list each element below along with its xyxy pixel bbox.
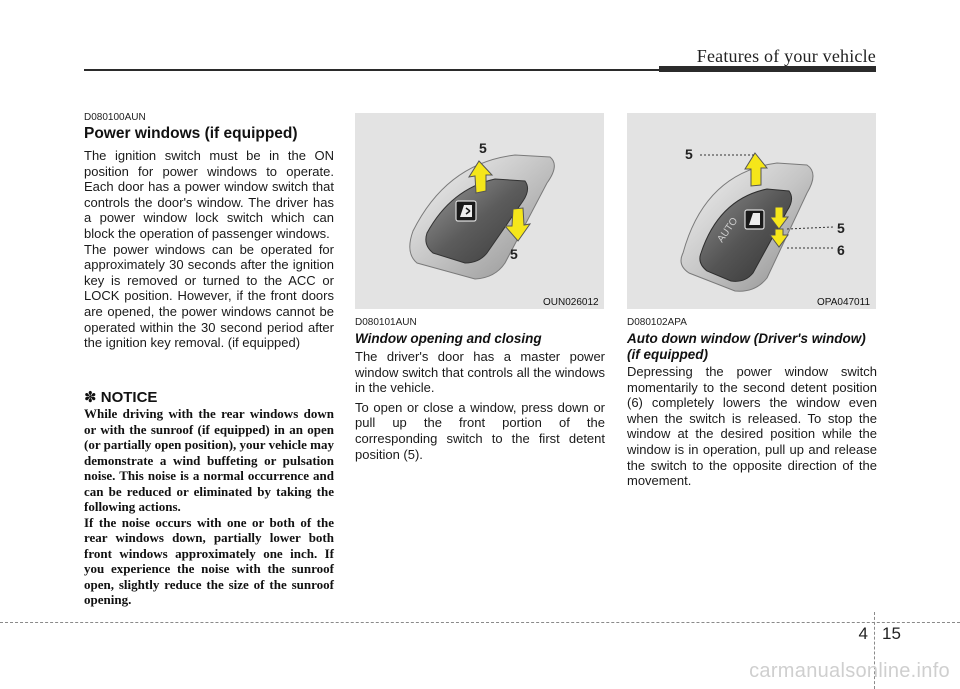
- section-code: D080102APA: [627, 317, 687, 328]
- figure-caption: OPA047011: [817, 297, 871, 308]
- notice-heading: [84, 388, 157, 406]
- header-bar: [659, 66, 876, 72]
- body-text: [84, 148, 334, 351]
- label-down: 5: [510, 246, 518, 262]
- header-rule: [84, 69, 661, 71]
- label-up: 5: [685, 146, 693, 162]
- paragraph: The ignition switch must be in the ON position for power windows to operate. Each door has a power window switch that controls the door's window. The driver has a power window lock switch which can block the operation of passenger windows.: [84, 148, 334, 241]
- section-heading: [627, 331, 879, 363]
- section-title: Features of your vehicle: [696, 46, 876, 66]
- section-code: D080100AUN: [84, 112, 146, 123]
- label-down-second: 6: [837, 242, 845, 258]
- paragraph: The power windows can be operated for approximately 30 seconds after the ignition key is removed or turned to the ACC or LOCK position. However, if the front doors are opened, the power windows cannot be operated within the 30 second period after the ignition key removal. (if equipped): [84, 241, 334, 351]
- label-up: 5: [479, 140, 487, 156]
- auto-switch-illustration: [627, 113, 876, 309]
- footer-rule: [0, 622, 960, 623]
- switch-illustration: [355, 113, 604, 309]
- auto-switch-figure: [627, 113, 876, 309]
- section-heading: Window opening and closing: [355, 331, 542, 346]
- paragraph: The driver's door has a master power window switch that controls all the windows in the vehicle.: [355, 349, 605, 396]
- page-number: 15: [882, 624, 901, 643]
- notice-paragraph: While driving with the rear windows down or with the sunroof (if equipped) in an open (or partially open position), your vehicle may demonstrate a wind buffeting or pulsation noise. This noise is a normal occurrence and can be reduced or eliminated by taking the following actions.: [84, 406, 334, 514]
- body-text: [355, 349, 605, 462]
- section-code: D080101AUN: [355, 317, 417, 328]
- auto-label: AUTO: [715, 215, 741, 245]
- heading-line: Auto down window (Driver's window): [627, 331, 866, 346]
- notice-title: ✽ NOTICE: [84, 389, 158, 406]
- chapter-number: 4: [858, 624, 868, 643]
- notice-paragraph: If the noise occurs with one or both of the rear windows down, partially lower both front windows approximately one inch. If you experience the noise with the sunroof open, slightly reduce the size of the sunroof opening.: [84, 514, 334, 607]
- paragraph: To open or close a window, press down or pull up the front portion of the corresponding switch to the first detent position (5).: [355, 399, 605, 462]
- section-heading: Power windows (if equipped): [84, 125, 298, 142]
- label-down-first: 5: [837, 220, 845, 236]
- watermark: carmanualsonline.info: [749, 660, 950, 682]
- body-text: [627, 364, 877, 489]
- heading-line: (if equipped): [627, 347, 708, 362]
- notice-body: [84, 406, 334, 608]
- figure-caption: OUN026012: [543, 297, 599, 308]
- window-switch-figure: [355, 113, 604, 309]
- paragraph: Depressing the power window switch momentarily to the second detent position (6) completely lowers the window even when the switch is released. To stop the window at the desired position while the window is in operation, pull up and release the switch to the opposite direction of the movement.: [627, 364, 877, 489]
